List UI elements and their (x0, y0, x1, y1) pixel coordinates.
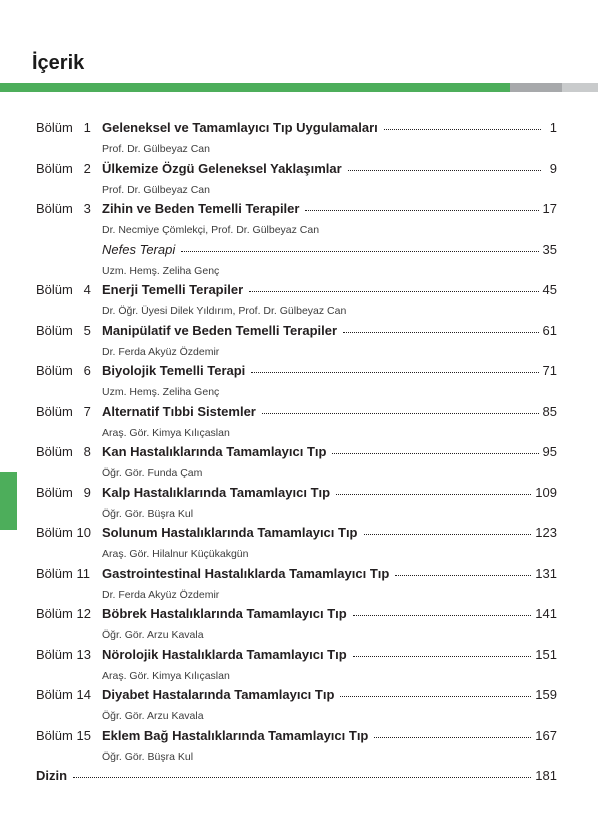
dot-leader (305, 210, 538, 211)
chapter-number: Bölüm 7 (36, 403, 91, 419)
chapter-title: Zihin ve Beden Temelli Terapiler (102, 201, 300, 216)
chapter-number: Bölüm 15 (36, 727, 91, 743)
chapter-title: Nefes Terapi (102, 241, 176, 257)
page-number: 181 (535, 768, 557, 783)
toc-entry-line (36, 687, 557, 709)
page-number: 1 (549, 120, 557, 135)
dot-leader (348, 170, 541, 171)
toc-entry[interactable] (36, 647, 557, 688)
chapter-author: Araş. Gör. Hilalnur Küçükakgün (102, 548, 249, 560)
dot-leader (353, 615, 532, 616)
chapter-side-tab (0, 472, 17, 530)
chapter-number: Bölüm 1 (36, 120, 91, 135)
toc-entry[interactable] (36, 525, 557, 566)
header-rule-green (0, 83, 510, 92)
toc-entry[interactable] (36, 728, 557, 769)
toc-entry-line (36, 485, 557, 507)
chapter-number: Bölüm 5 (36, 322, 91, 338)
page-number: 123 (535, 525, 557, 540)
chapter-author: Dr. Ferda Akyüz Özdemir (102, 588, 220, 601)
chapter-author: Prof. Dr. Gülbeyaz Can (102, 183, 210, 196)
page-number: 61 (542, 322, 557, 338)
toc-entry[interactable] (36, 404, 557, 445)
dot-leader (374, 737, 531, 738)
chapter-author: Dr. Necmiye Çömlekçi, Prof. Dr. Gülbeyaz Can (102, 224, 320, 236)
toc-entry-line (36, 323, 557, 345)
chapter-number: Bölüm 3 (36, 201, 91, 216)
chapter-author: Prof. Dr. Gülbeyaz Can (102, 143, 210, 155)
page-number: 85 (542, 403, 557, 419)
chapter-number: Bölüm 10 (36, 525, 91, 540)
chapter-author: Öğr. Gör. Büşra Kul (102, 507, 194, 520)
page-number: 9 (549, 160, 557, 176)
page-number: 35 (542, 241, 557, 257)
chapter-title: Biyolojik Temelli Terapi (102, 363, 246, 378)
page-number: 95 (542, 444, 557, 459)
toc-entry[interactable] (36, 444, 557, 485)
chapter-number: Bölüm 9 (36, 484, 91, 500)
chapter-number: Bölüm 2 (36, 160, 91, 176)
chapter-title: Gastrointestinal Hastalıklarda Tamamlayıcı Tıp (102, 565, 390, 581)
chapter-author: Uzm. Hemş. Zeliha Genç (102, 264, 220, 277)
dot-leader (332, 453, 538, 454)
page-title: İçerik (32, 52, 85, 74)
chapter-title: Manipülatif ve Beden Temelli Terapiler (102, 322, 338, 338)
dot-leader (340, 696, 531, 697)
toc-entry[interactable] (36, 282, 557, 323)
toc-entry[interactable] (36, 485, 557, 526)
toc-entry-line (36, 404, 557, 426)
page-number: 151 (535, 646, 557, 662)
toc-entry[interactable] (36, 606, 557, 647)
chapter-number: Bölüm 12 (36, 606, 91, 621)
dot-leader (249, 291, 538, 292)
toc-entry-line (36, 282, 557, 304)
toc-entry-line (36, 444, 557, 466)
chapter-number: Bölüm 4 (36, 282, 91, 297)
toc-entry-line (36, 242, 557, 264)
dot-leader (262, 413, 539, 414)
toc-entry[interactable] (36, 566, 557, 607)
toc-entry-index[interactable] (36, 768, 557, 809)
chapter-author: Araş. Gör. Kimya Kılıçaslan (102, 426, 230, 439)
toc-entry-line (36, 768, 557, 790)
toc-entry-line (36, 120, 557, 142)
dot-leader (353, 656, 532, 657)
page-number: 109 (535, 484, 557, 500)
chapter-author: Öğr. Gör. Funda Çam (102, 467, 203, 479)
chapter-title: Enerji Temelli Terapiler (102, 282, 244, 297)
page-number: 141 (535, 606, 557, 621)
chapter-title: Kalp Hastalıklarında Tamamlayıcı Tıp (102, 484, 331, 500)
chapter-title: Alternatif Tıbbi Sistemler (102, 403, 256, 419)
header-rule-gray-light (562, 83, 598, 92)
dot-leader (384, 129, 541, 130)
table-of-contents (36, 120, 557, 809)
toc-entry[interactable] (36, 323, 557, 364)
toc-entry-line (36, 201, 557, 223)
dot-leader (395, 575, 531, 576)
page-number: 131 (535, 565, 557, 581)
toc-entry[interactable] (36, 363, 557, 404)
chapter-title: Böbrek Hastalıklarında Tamamlayıcı Tıp (102, 606, 347, 621)
toc-entry-line (36, 525, 557, 547)
toc-entry-line (36, 161, 557, 183)
page-number: 159 (535, 687, 557, 702)
toc-entry-line (36, 363, 557, 385)
chapter-title: Solunum Hastalıklarında Tamamlayıcı Tıp (102, 525, 358, 540)
dot-leader (336, 494, 531, 495)
dot-leader (343, 332, 539, 333)
chapter-title: Diyabet Hastalarında Tamamlayıcı Tıp (102, 687, 335, 702)
chapter-title: Eklem Bağ Hastalıklarında Tamamlayıcı Tıp (102, 727, 369, 743)
dot-leader (181, 251, 538, 252)
toc-entry[interactable] (36, 161, 557, 202)
chapter-number: Bölüm 11 (36, 565, 90, 581)
page-number: 71 (542, 363, 557, 378)
page-number: 45 (542, 282, 557, 297)
dot-leader (251, 372, 538, 373)
index-label: Dizin (36, 768, 68, 783)
toc-entry-line (36, 606, 557, 628)
chapter-author: Araş. Gör. Kimya Kılıçaslan (102, 669, 230, 682)
chapter-number: Bölüm 13 (36, 646, 91, 662)
toc-entry[interactable] (36, 687, 557, 728)
page-number: 17 (542, 201, 557, 216)
chapter-title: Nörolojik Hastalıklarda Tamamlayıcı Tıp (102, 646, 347, 662)
toc-entry[interactable] (36, 120, 557, 161)
toc-entry-line (36, 728, 557, 750)
chapter-author: Öğr. Gör. Büşra Kul (102, 750, 194, 763)
chapter-author: Öğr. Gör. Arzu Kavala (102, 710, 204, 722)
dot-leader (73, 777, 531, 778)
toc-entry-line (36, 566, 557, 588)
dot-leader (364, 534, 532, 535)
toc-entry-line (36, 647, 557, 669)
chapter-author: Öğr. Gör. Arzu Kavala (102, 629, 204, 641)
toc-entry[interactable] (36, 201, 557, 242)
chapter-number: Bölüm 14 (36, 687, 91, 702)
chapter-author: Dr. Öğr. Üyesi Dilek Yıldırım, Prof. Dr. Gülbeyaz Can (102, 305, 347, 317)
chapter-title: Kan Hastalıklarında Tamamlayıcı Tıp (102, 444, 327, 459)
chapter-author: Dr. Ferda Akyüz Özdemir (102, 345, 220, 358)
header-rule-gray-dark (510, 83, 562, 92)
chapter-title: Geleneksel ve Tamamlayıcı Tıp Uygulamaları (102, 120, 378, 135)
chapter-title: Ülkemize Özgü Geleneksel Yaklaşımlar (102, 160, 342, 176)
toc-entry[interactable] (36, 242, 557, 283)
chapter-author: Uzm. Hemş. Zeliha Genç (102, 386, 220, 398)
page-number: 167 (535, 727, 557, 743)
chapter-number: Bölüm 6 (36, 363, 91, 378)
chapter-number: Bölüm 8 (36, 444, 91, 459)
